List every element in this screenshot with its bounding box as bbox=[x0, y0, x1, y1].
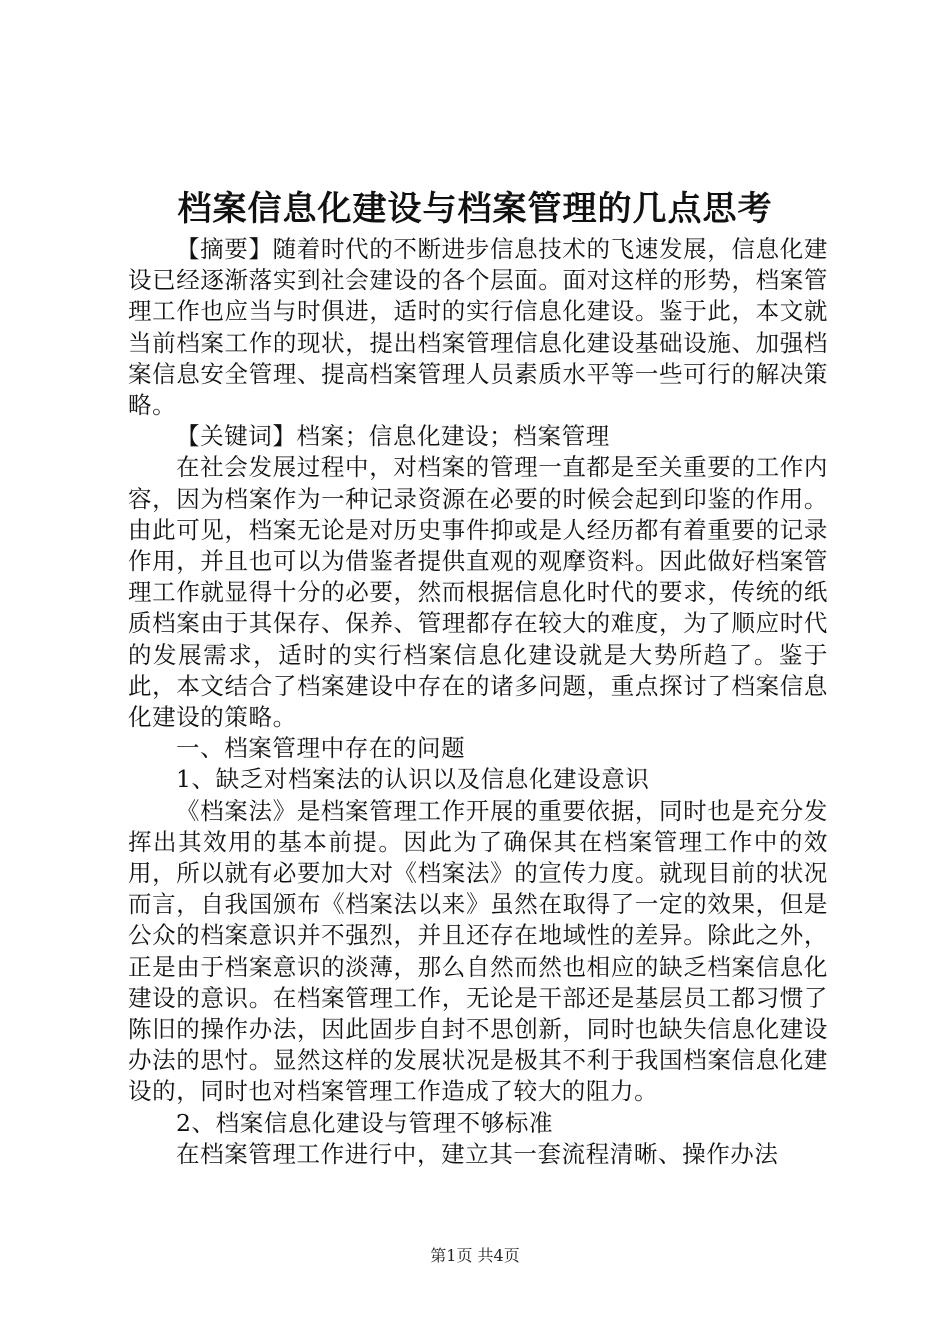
abstract-paragraph: 【摘要】随着时代的不断进步信息技术的飞速发展，信息化建设已经逐渐落实到社会建设的各个层面。面对这样的形势，档案管理工作也应当与时俱进，适时的实行信息化建设。鉴于此，本文就当前档案工作的现状，提出档案管理信息化建设基础设施、加强档案信息安全管理、提高档案管理人员素质水平等一些可行的解决策略。 bbox=[128, 235, 828, 420]
section-heading-1: 一、档案管理中存在的问题 bbox=[176, 734, 466, 763]
page-footer: 第1页 共4页 bbox=[430, 1246, 520, 1265]
subsection-heading-1: 1、缺乏对档案法的认识以及信息化建设意识 bbox=[176, 765, 650, 794]
document-body bbox=[128, 234, 828, 1170]
intro-paragraph: 在社会发展过程中，对档案的管理一直都是至关重要的工作内容，因为档案作为一种记录资源在必要的时候会起到印鉴的作用。由此可见，档案无论是对历史事件抑或是人经历都有着重要的记录作用，并且也可以为借鉴者提供直观的观摩资料。因此做好档案管理工作就显得十分的必要，然而根据信息化时代的要求，传统的纸质档案由于其保存、保养、管理都存在较大的难度，为了顺应时代的发展需求，适时的实行档案信息化建设就是大势所趋了。鉴于此，本文结合了档案建设中存在的诸多问题，重点探讨了档案信息化建设的策略。 bbox=[128, 453, 828, 732]
document-title: 档案信息化建设与档案管理的几点思考 bbox=[177, 189, 773, 229]
subsection-heading-2: 2、档案信息化建设与管理不够标准 bbox=[176, 1108, 554, 1137]
body-paragraph-1: 《档案法》是档案管理工作开展的重要依据，同时也是充分发挥出其效用的基本前提。因此为了确保其在档案管理工作中的效用，所以就有必要加大对《档案法》的宣传力度。就现目前的状况而言，自我国颁布《档案法以来》虽然在取得了一定的效果，但是公众的档案意识并不强烈，并且还存在地域性的差异。除此之外，正是由于档案意识的淡薄，那么自然而然也相应的缺乏档案信息化建设的意识。在档案管理工作，无论是干部还是基层员工都习惯了陈旧的操作办法，因此固步自封不思创新，同时也缺失信息化建设办法的思忖。显然这样的发展状况是极其不利于我国档案信息化建设的，同时也对档案管理工作造成了较大的阻力。 bbox=[128, 796, 828, 1106]
body-paragraph-2: 在档案管理工作进行中，建立其一套流程清晰、操作办法 bbox=[176, 1139, 779, 1168]
keywords-paragraph: 【关键词】档案；信息化建设；档案管理 bbox=[176, 422, 610, 451]
